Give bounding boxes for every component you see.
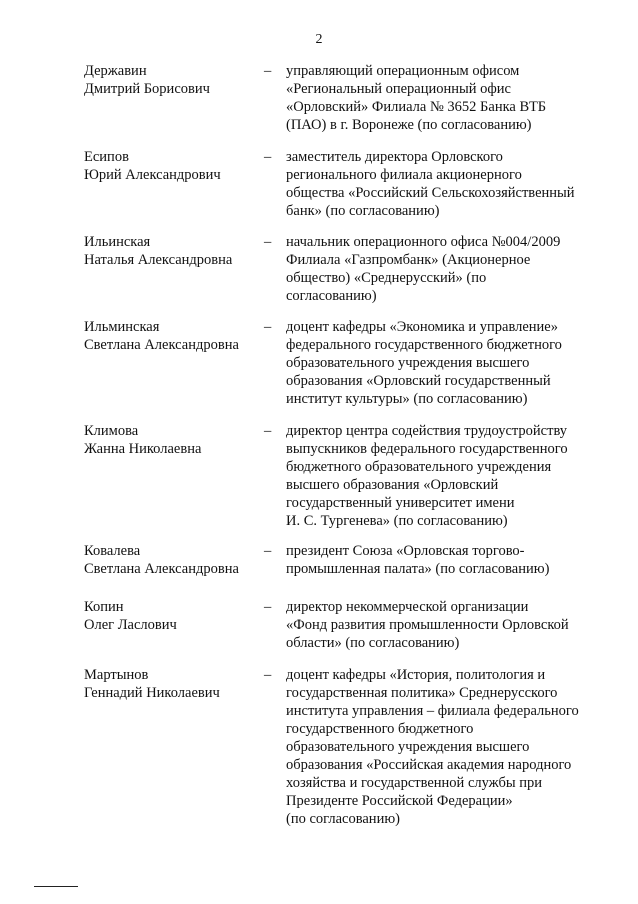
- entry-dash: –: [264, 423, 272, 439]
- member-given-names: Олег Ласлович: [84, 617, 177, 633]
- member-name: [84, 148, 260, 184]
- member-given-names: Светлана Александровна: [84, 337, 239, 353]
- member-position: управляющий операционным офисом «Региональный операционный офис «Орловский» Филиала № 3652 Банка ВТБ (ПАО) в г. Воронеже (по согласованию): [286, 63, 547, 133]
- member-position: директор центра содействия трудоустройству выпускников федерального государственного бюджетного образовательного учреждения высшего образования «Орловский государственный университет имени И. С. Тургенева» (по согласованию): [286, 423, 568, 529]
- member-position: начальник операционного офиса №004/2009 Филиала «Газпромбанк» (Акционерное общество) «Среднерусский» (по согласованию): [286, 234, 561, 304]
- member-name: [84, 233, 260, 269]
- member-name: [84, 666, 260, 702]
- member-given-names: Жанна Николаевна: [84, 441, 202, 457]
- entry-dash: –: [264, 599, 272, 615]
- member-position: доцент кафедры «Экономика и управление» федерального государственного бюджетного образовательного учреждения высшего образования «Орловский государственный институт культуры» (по согласованию): [286, 319, 562, 407]
- member-surname: Мартынов: [84, 667, 149, 683]
- member-surname: Есипов: [84, 149, 129, 165]
- member-surname: Копин: [84, 599, 124, 615]
- member-surname: Ильминская: [84, 319, 160, 335]
- member-name: [84, 422, 260, 458]
- member-given-names: Юрий Александрович: [84, 167, 221, 183]
- entry-dash: –: [264, 149, 272, 165]
- member-surname: Ковалева: [84, 543, 141, 559]
- entry-dash: –: [264, 63, 272, 79]
- member-name: [84, 542, 260, 578]
- member-given-names: Геннадий Николаевич: [84, 685, 220, 701]
- member-given-names: Наталья Александровна: [84, 252, 233, 268]
- member-name: [84, 62, 260, 98]
- member-surname: Державин: [84, 63, 147, 79]
- entry-dash: –: [264, 667, 272, 683]
- member-name: [84, 598, 260, 634]
- member-position: президент Союза «Орловская торгово- промышленная палата» (по согласованию): [286, 543, 550, 577]
- member-surname: Ильинская: [84, 234, 151, 250]
- member-given-names: Дмитрий Борисович: [84, 81, 210, 97]
- member-position: доцент кафедры «История, политология и государственная политика» Среднерусского института управления – филиала федерального государственного бюджетного образовательного учреждения высшего образования «Российская академия народного хозяйства и государственной службы при Президенте Российской Федерации» (по согласованию): [286, 667, 579, 827]
- page-number: 2: [315, 32, 323, 47]
- entry-dash: –: [264, 319, 272, 335]
- member-position: заместитель директора Орловского регионального филиала акционерного общества «Российский Сельскохозяйственный банк» (по согласованию): [286, 149, 575, 219]
- footer-rule: [34, 886, 78, 887]
- member-position: директор некоммерческой организации «Фонд развития промышленности Орловской области» (по согласованию): [286, 599, 569, 651]
- member-name: [84, 318, 260, 354]
- member-given-names: Светлана Александровна: [84, 561, 239, 577]
- entry-dash: –: [264, 234, 272, 250]
- entry-dash: –: [264, 543, 272, 559]
- member-surname: Климова: [84, 423, 139, 439]
